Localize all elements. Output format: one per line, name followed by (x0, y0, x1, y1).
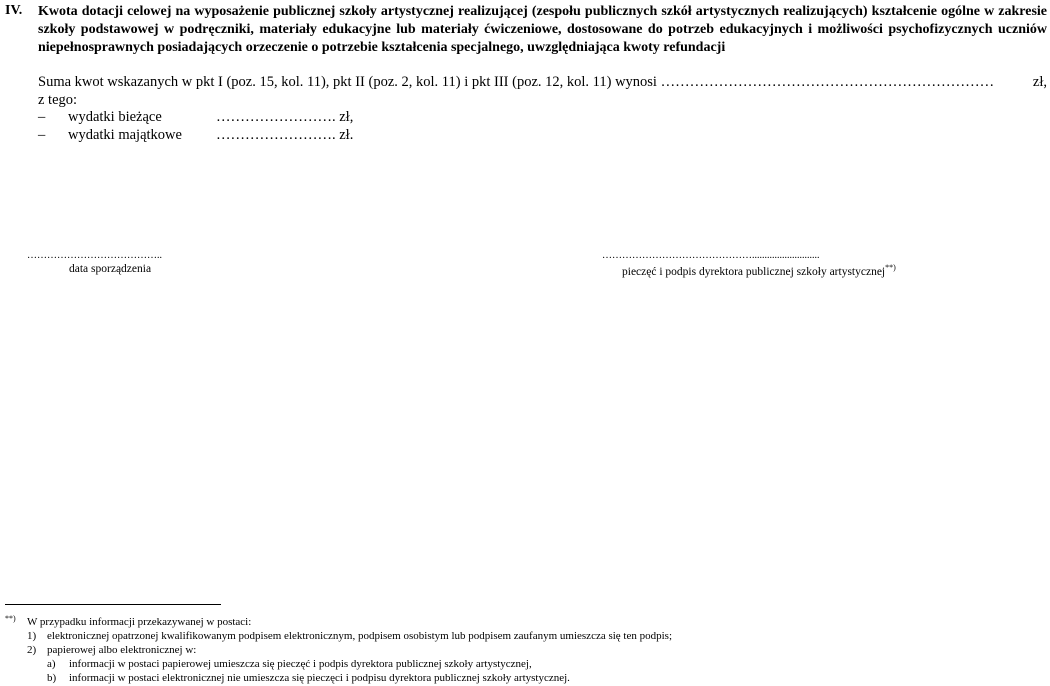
director-label-text: pieczęć i podpis dyrektora publicznej szkoły artystycznej (622, 266, 886, 278)
date-label: data sporządzenia (69, 263, 152, 275)
date-signature-line: ………………………………….. (27, 250, 162, 261)
director-signature-label (622, 263, 896, 278)
list-dash: – (38, 127, 46, 143)
footnote-item-text: papierowej albo elektronicznej w: (47, 644, 197, 656)
breakdown-intro: z tego: (38, 92, 78, 108)
section-title: Kwota dotacji celowej na wyposażenie publicznej szkoły artystycznej realizującej (zespołu publicznych szkół artystycznych realizujących) kształcenie ogólne w zakresie szkoły podstawowej w podręczniki, materiały edukacyjne lub materiały ćwiczeniowe, dostosowane do potrzeb edukacyjnych i możliwości psychofizycznych uczniów niepełnosprawnych posiadających orzeczenie o potrzebie kształcenia specjalnego, uwzględniająca kwoty refundacji (38, 4, 1047, 55)
footnote-subitem-letter: a) (47, 658, 56, 670)
breakdown-label: wydatki majątkowe (68, 127, 182, 143)
director-signature-line: ………………………………………........................... (602, 250, 820, 261)
footnote-subitem-letter: b) (47, 672, 57, 684)
footnote-mark: **) (5, 614, 16, 623)
footnote-item-number: 2) (27, 644, 37, 656)
sum-dots: …………………………………………………………… (660, 74, 995, 90)
sum-text: Suma kwot wskazanych w pkt I (poz. 15, kol. 11), pkt II (poz. 2, kol. 11) i pkt III (poz. 12, kol. 11) wynosi (38, 74, 657, 90)
footnote-item-number: 1) (27, 630, 37, 642)
sum-line (38, 73, 1047, 91)
section-number: IV. (5, 3, 23, 18)
footnote-item-text: elektronicznej opatrzonej kwalifikowanym podpisem elektronicznym, podpisem osobistym lub podpisem zaufanym umieszcza się ten podpis; (47, 630, 673, 642)
footnote-subitem-text: informacji w postaci elektronicznej nie umieszcza się pieczęci i podpisu dyrektora publicznej szkoły artystycznej. (69, 672, 570, 684)
footnote-reference: **) (885, 263, 896, 272)
footnote-divider (5, 604, 221, 605)
footnote-intro: W przypadku informacji przekazywanej w postaci: (27, 616, 252, 628)
breakdown-label: wydatki bieżące (68, 109, 162, 125)
breakdown-value: ……………………. zł, (216, 109, 354, 125)
footnote-subitem-text: informacji w postaci papierowej umieszcza się pieczęć i podpis dyrektora publicznej szkoły artystycznej, (69, 658, 532, 670)
list-dash: – (38, 109, 46, 125)
sum-unit: zł, (1032, 74, 1047, 90)
breakdown-value: ……………………. zł. (216, 127, 354, 143)
